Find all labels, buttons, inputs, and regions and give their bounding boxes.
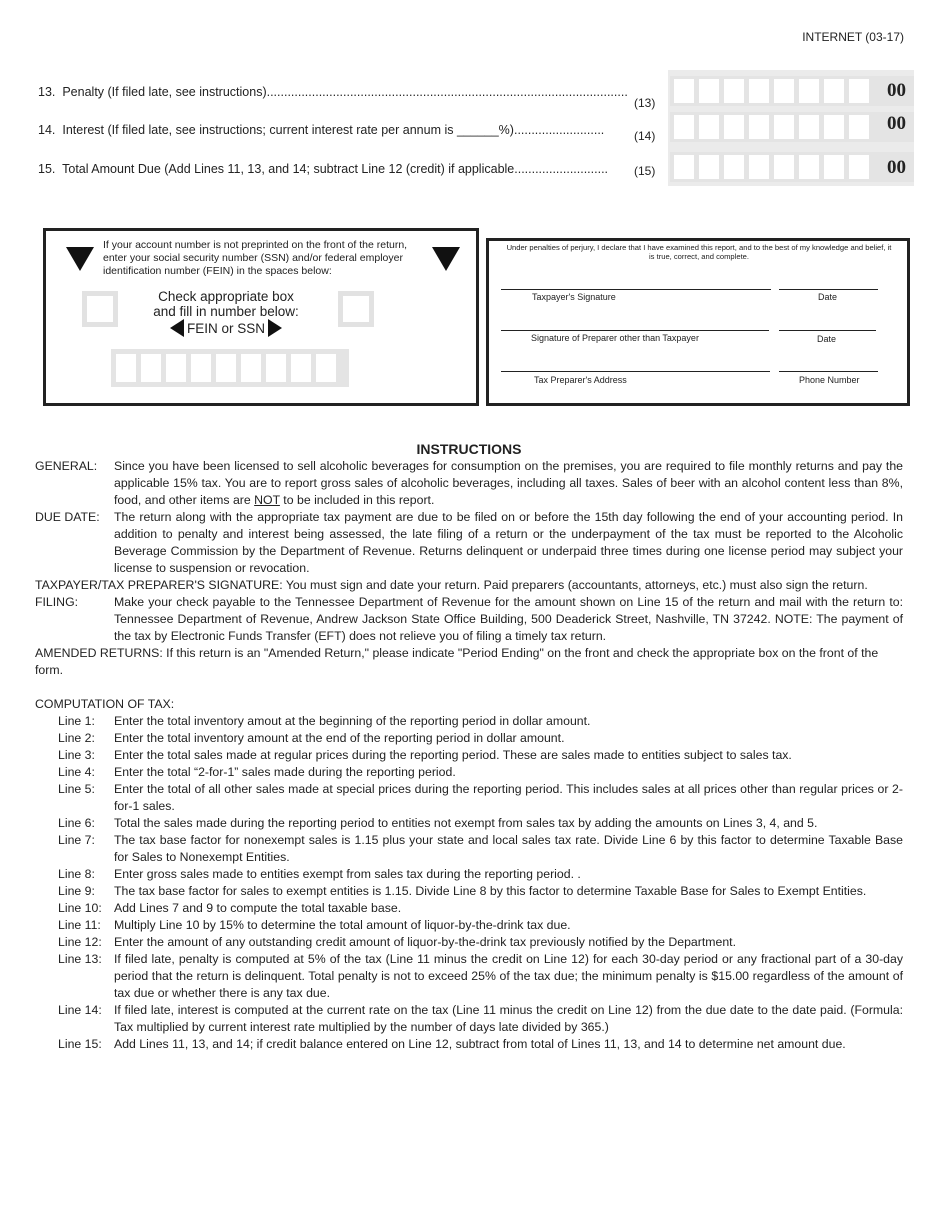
taxpayer-signature-label: Taxpayer's Signature: [532, 292, 616, 302]
filing-section: FILING: Make your check payable to the Tennessee Department of Revenue for the amount shown on Line 15 of the return and mail with the return to: Tennessee Department of Revenue, Andrew Jackson State Office Building, 500 Deaderick Street, Nashville, TN 37242. NOTE: The payment of the tax by Electronic Funds Transfer (EFT) does not relieve you of filing a timely tax return.: [35, 595, 903, 643]
phone-number-field[interactable]: [779, 371, 878, 372]
computation-line-label: Line 12:: [58, 935, 102, 949]
computation-line-text: The tax base factor for sales to exempt entities is 1.15. Divide Line 8 by this factor to determine Taxable Base for Sales to Exempt Entities.: [114, 884, 867, 898]
computation-line-label: Line 3:: [58, 748, 95, 762]
computation-line-label: Line 8:: [58, 867, 95, 881]
computation-line: [35, 1036, 903, 1053]
preparer-signature-label: Signature of Preparer other than Taxpayer: [531, 333, 699, 343]
fein-ssn-label: FEIN or SSN: [186, 320, 265, 336]
computation-line-label: Line 4:: [58, 765, 95, 779]
computation-line: [35, 764, 903, 781]
computation-line: [35, 815, 903, 832]
line-15-ref: (15): [634, 164, 656, 178]
date-label-2: Date: [817, 334, 837, 344]
computation-line-label: Line 13:: [58, 952, 102, 966]
computation-line: [35, 1002, 903, 1036]
line-13-label: Penalty (If filed late, see instructions): [62, 85, 267, 99]
instructions-body: [35, 458, 903, 1053]
line-15-label: Total Amount Due (Add Lines 11, 13, and 14; subtract Line 12 (credit) if applicable: [62, 162, 515, 176]
arrow-left-icon: [170, 319, 184, 337]
computation-line-text: Enter gross sales made to entities exempt from sales tax during the reporting period. .: [114, 867, 581, 881]
line-14-amount-input[interactable]: [670, 112, 914, 142]
phone-number-label: Phone Number: [799, 375, 860, 385]
id-number-input[interactable]: [111, 349, 349, 387]
computation-line: [35, 730, 903, 747]
computation-list: [35, 713, 903, 1053]
line-13-amount-input[interactable]: [670, 76, 914, 106]
computation-line: [35, 934, 903, 951]
taxpayer-date-field[interactable]: [779, 289, 878, 290]
computation-line-label: Line 10:: [58, 901, 102, 915]
arrow-down-right-icon: [432, 247, 460, 271]
computation-line-label: Line 9:: [58, 884, 95, 898]
computation-line-text: Total the sales made during the reporting period to entities not exempt from sales tax by adding the amounts on Lines 3, 4, and 5.: [114, 816, 818, 830]
computation-line-text: Add Lines 7 and 9 to compute the total taxable base.: [114, 901, 402, 915]
line-13: 13. Penalty (If filed late, see instructions)........................................................................................................: [38, 85, 628, 99]
ssn-checkbox[interactable]: [338, 291, 374, 327]
computation-line-text: Enter the amount of any outstanding credit amount of liquor-by-the-drink tax previously notified by the Department.: [114, 935, 737, 949]
taxpayer-signature-field[interactable]: [501, 289, 771, 290]
computation-line: [35, 866, 903, 883]
computation-line-label: Line 15:: [58, 1037, 102, 1051]
arrow-right-icon: [268, 319, 282, 337]
computation-line: [35, 781, 903, 815]
computation-line-label: Line 6:: [58, 816, 95, 830]
computation-line-label: Line 11:: [58, 918, 101, 932]
computation-line-label: Line 2:: [58, 731, 95, 745]
computation-line: [35, 832, 903, 866]
computation-line: [35, 883, 903, 900]
due-date-section: DUE DATE: The return along with the appropriate tax payment are due to be filed on or before the 15th day following the end of your accounting period. In addition to penalty and interest being assessed, the late filing of a return or the underpayment of the tax must be reported to the Alcoholic Beverage Commission by the Department of Revenue. Returns delinquent or underpaid three times during one license period may subject your license to suspension or revocation.: [35, 510, 903, 575]
line-15-cents: 00: [887, 157, 906, 178]
computation-line-text: Add Lines 11, 13, and 14; if credit balance entered on Line 12, subtract from total of Lines 11, 13, and 14 to determine net amount due.: [114, 1037, 846, 1051]
computation-line: [35, 951, 903, 1002]
computation-line: [35, 900, 903, 917]
computation-line-text: Enter the total “2-for-1” sales made during the reporting period.: [114, 765, 456, 779]
signature-box: [486, 238, 910, 406]
arrow-down-left-icon: [66, 247, 94, 271]
computation-line: [35, 747, 903, 764]
account-note: If your account number is not preprinted on the front of the return, enter your social security number (SSN) and/or federal employer identification number (FEIN) in the spaces below:: [103, 239, 408, 277]
date-label-1: Date: [818, 292, 838, 302]
computation-line-text: If filed late, interest is computed at the current rate on the tax (Line 11 minus the credit on Line 12) from the due date to the date paid. (Formula: Tax multiplied by current interest rate multiplied by the number of days late divided by 365.): [114, 1003, 903, 1034]
computation-heading: COMPUTATION OF TAX:: [35, 697, 175, 711]
account-number-box: [43, 228, 479, 406]
line-14-label: Interest (If filed late, see instructions; current interest rate per annum is ______%): [62, 123, 514, 137]
computation-line-text: If filed late, penalty is computed at 5% of the tax (Line 11 minus the credit on Line 12) for each 30-day period or any fractional part of a 30-day period that the return is delinquent. Total penalty is not to exceed 25% of the tax due; the minimum penalty is $15.00 regardless of the amount of tax due or whether there is any tax due.: [114, 952, 903, 1000]
computation-line: [35, 917, 903, 934]
computation-line-text: Enter the total inventory amount at the end of the reporting period in dollar amount.: [114, 731, 565, 745]
line-13-ref: (13): [634, 96, 656, 110]
preparer-date-field[interactable]: [779, 330, 876, 331]
computation-line-label: Line 1:: [58, 714, 95, 728]
line-15-amount-input[interactable]: [670, 152, 914, 182]
computation-line: [35, 713, 903, 730]
instructions-title: INSTRUCTIONS: [416, 441, 522, 457]
line-14-ref: (14): [634, 129, 656, 143]
perjury-declaration: Under penalties of perjury, I declare that I have examined this report, and to the best of my knowledge and belief, it is true, correct, and complete.: [506, 243, 892, 261]
computation-line-text: Multiply Line 10 by 15% to determine the total amount of liquor-by-the-drink tax due.: [114, 918, 571, 932]
check-instruction: Check appropriate box and fill in number below: FEIN or SSN: [153, 289, 299, 336]
computation-line-text: Enter the total of all other sales made at special prices during the reporting period. This includes sales at all prices other than regular prices or 2-for-1 sales.: [114, 782, 903, 813]
computation-line-label: Line 14:: [58, 1003, 102, 1017]
line-14-cents: 00: [887, 113, 906, 134]
preparer-address-field[interactable]: [501, 371, 770, 372]
line-15: 15. Total Amount Due (Add Lines 11, 13, and 14; subtract Line 12 (credit) if applicable...........................: [38, 162, 609, 176]
line-14: 14. Interest (If filed late, see instructions; current interest rate per annum is ______%)..........................: [38, 123, 605, 137]
amended-returns-section: AMENDED RETURNS: If this return is an "Amended Return," please indicate "Period Ending" on the front and check the appropriate box on the front of the form.: [35, 646, 879, 677]
line-13-cents: 00: [887, 80, 906, 101]
computation-line-label: Line 5:: [58, 782, 95, 796]
computation-line-text: Enter the total inventory amout at the beginning of the reporting period in dollar amount.: [114, 714, 591, 728]
preparer-address-label: Tax Preparer's Address: [534, 375, 627, 385]
computation-line-text: Enter the total sales made at regular prices during the reporting period. These are sales made to entities subject to sales tax.: [114, 748, 792, 762]
general-section: GENERAL: Since you have been licensed to sell alcoholic beverages for consumption on the premises, you are required to file monthly returns and pay the applicable 15% tax. You are to report gross sales of alcoholic beverages, including all taxes. Sales of beer with an alcohol content less than 8%, food, and other items are NOT to be included in this report.: [35, 459, 903, 507]
form-code: INTERNET (03-17): [802, 30, 904, 44]
computation-line-text: The tax base factor for nonexempt sales is 1.15 plus your state and local sales tax rate. Divide Line 6 by this factor to determine Taxable Base for Sales to Nonexempt Entities.: [114, 833, 903, 864]
preparer-signature-field[interactable]: [501, 330, 769, 331]
signature-section: TAXPAYER/TAX PREPARER'S SIGNATURE: You must sign and date your return. Paid preparers (accountants, attorneys, etc.) must also sign the return.: [35, 578, 868, 592]
computation-line-label: Line 7:: [58, 833, 95, 847]
fein-checkbox[interactable]: [82, 291, 118, 327]
